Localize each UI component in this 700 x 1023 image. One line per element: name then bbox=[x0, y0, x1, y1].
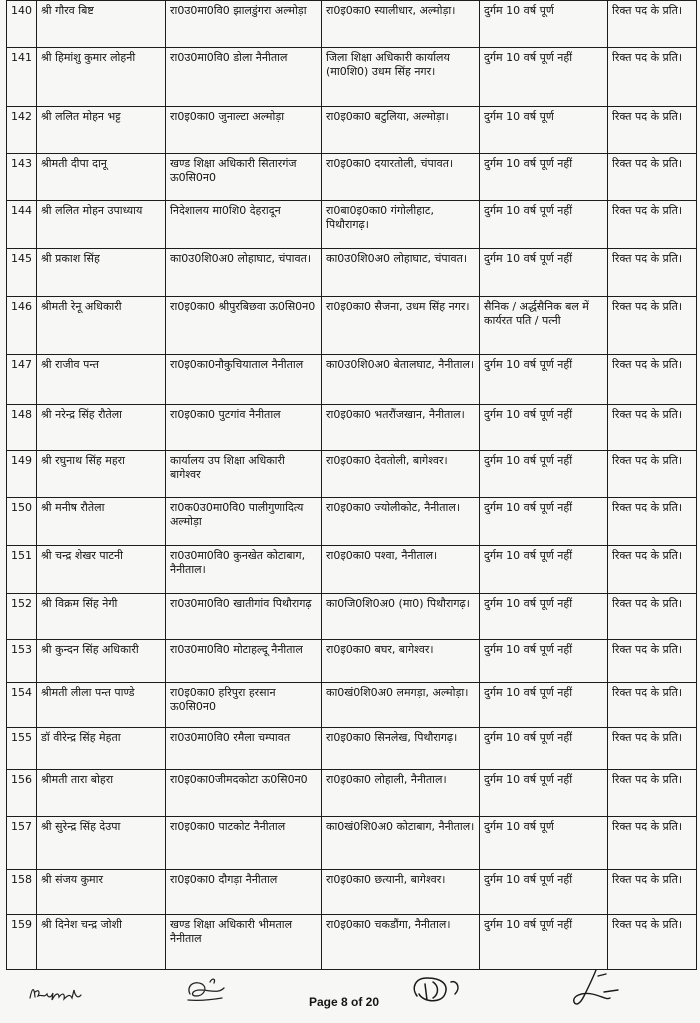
row-number-cell: 142 bbox=[7, 107, 37, 154]
current-posting-cell: रा0इ0का0जीमदकोटा ऊ0सि0न0 bbox=[166, 770, 322, 817]
transfer-basis-cell: दुर्गम 10 वर्ष पूर्ण नहीं bbox=[480, 683, 608, 728]
current-posting-cell: रा0उ0मा0वि0 झालडुंगरा अल्मोड़ा bbox=[166, 1, 322, 48]
transfer-basis-cell: दुर्गम 10 वर्ष पूर्ण नहीं bbox=[480, 355, 608, 405]
signature-right bbox=[558, 966, 630, 1014]
current-posting-cell: रा0इ0का0 दौगड़ा नैनीताल bbox=[166, 870, 322, 915]
employee-name-cell: श्री प्रकाश सिंह bbox=[37, 249, 166, 297]
employee-name-cell: श्रीमती दीपा दानू bbox=[37, 154, 166, 201]
remark-cell: रिक्त पद के प्रति। bbox=[608, 48, 697, 107]
new-posting-cell: रा0इ0का0 सिनलेख, पिथौरागढ़। bbox=[322, 728, 480, 770]
table-row bbox=[7, 297, 697, 355]
transfer-basis-cell: दुर्गम 10 वर्ष पूर्ण नहीं bbox=[480, 640, 608, 683]
current-posting-cell: कार्यालय उप शिक्षा अधिकारी बागेश्वर bbox=[166, 451, 322, 498]
employee-name-cell: श्री संजय कुमार bbox=[37, 870, 166, 915]
new-posting-cell: रा0इ0का0 लोहाली, नैनीताल। bbox=[322, 770, 480, 817]
row-number-cell: 159 bbox=[7, 915, 37, 970]
row-number-cell: 140 bbox=[7, 1, 37, 48]
new-posting-cell: रा0इ0का0 भतरौंजखान, नैनीताल। bbox=[322, 405, 480, 451]
employee-name-cell: श्री दिनेश चन्द्र जोशी bbox=[37, 915, 166, 970]
remark-cell: रिक्त पद के प्रति। bbox=[608, 498, 697, 546]
remark-cell: रिक्त पद के प्रति। bbox=[608, 546, 697, 594]
employee-name-cell: श्री ललित मोहन भट्ट bbox=[37, 107, 166, 154]
employee-name-cell: श्री राजीव पन्त bbox=[37, 355, 166, 405]
transfer-basis-cell: दुर्गम 10 वर्ष पूर्ण नहीं bbox=[480, 546, 608, 594]
transfer-basis-cell: दुर्गम 10 वर्ष पूर्ण bbox=[480, 1, 608, 48]
row-number-cell: 155 bbox=[7, 728, 37, 770]
employee-name-cell: श्री ललित मोहन उपाध्याय bbox=[37, 201, 166, 249]
transfer-basis-cell: दुर्गम 10 वर्ष पूर्ण bbox=[480, 107, 608, 154]
employee-name-cell: श्री सुरेन्द्र सिंह देउपा bbox=[37, 817, 166, 870]
signature-center bbox=[405, 970, 467, 1010]
current-posting-cell: खण्ड शिक्षा अधिकारी सितारगंज ऊ0सि0न0 bbox=[166, 154, 322, 201]
current-posting-cell: रा0उ0मा0वि0 कुनखेत कोटाबाग, नैनीताल। bbox=[166, 546, 322, 594]
signature-initial bbox=[180, 974, 232, 1006]
remark-cell: रिक्त पद के प्रति। bbox=[608, 683, 697, 728]
new-posting-cell: रा0इ0का0 सैजना, उधम सिंह नगर। bbox=[322, 297, 480, 355]
table-row bbox=[7, 107, 697, 154]
table-row bbox=[7, 405, 697, 451]
remark-cell: रिक्त पद के प्रति। bbox=[608, 451, 697, 498]
transfer-basis-cell: दुर्गम 10 वर्ष पूर्ण नहीं bbox=[480, 405, 608, 451]
remark-cell: रिक्त पद के प्रति। bbox=[608, 154, 697, 201]
employee-name-cell: श्री हिमांशु कुमार लोहनी bbox=[37, 48, 166, 107]
current-posting-cell: रा0इ0का0 हरिपुरा हरसान ऊ0सि0न0 bbox=[166, 683, 322, 728]
remark-cell: रिक्त पद के प्रति। bbox=[608, 201, 697, 249]
employee-name-cell: श्री गौरव बिष्ट bbox=[37, 1, 166, 48]
remark-cell: रिक्त पद के प्रति। bbox=[608, 297, 697, 355]
transfer-basis-cell: दुर्गम 10 वर्ष पूर्ण नहीं bbox=[480, 249, 608, 297]
new-posting-cell: का0उ0शि0अ0 लोहाघाट, चंपावत। bbox=[322, 249, 480, 297]
table-row bbox=[7, 870, 697, 915]
employee-name-cell: श्री कुन्दन सिंह अधिकारी bbox=[37, 640, 166, 683]
row-number-cell: 152 bbox=[7, 594, 37, 640]
employee-name-cell: श्री विक्रम सिंह नेगी bbox=[37, 594, 166, 640]
new-posting-cell: रा0इ0का0 स्यालीधार, अल्मोड़ा। bbox=[322, 1, 480, 48]
table-row bbox=[7, 451, 697, 498]
table-row bbox=[7, 1, 697, 48]
new-posting-cell: रा0इ0का0 बघर, बागेश्वर। bbox=[322, 640, 480, 683]
transfer-basis-cell: दुर्गम 10 वर्ष पूर्ण नहीं bbox=[480, 201, 608, 249]
table-row bbox=[7, 498, 697, 546]
new-posting-cell: रा0बा0इ0का0 गंगोलीहाट, पिथौरागढ़। bbox=[322, 201, 480, 249]
row-number-cell: 148 bbox=[7, 405, 37, 451]
current-posting-cell: रा0उ0मा0वि0 डोला नैनीताल bbox=[166, 48, 322, 107]
new-posting-cell: का0उ0शि0अ0 बेतालघाट, नैनीताल। bbox=[322, 355, 480, 405]
transfer-table bbox=[6, 0, 697, 970]
table-row bbox=[7, 249, 697, 297]
new-posting-cell: रा0इ0का0 बटुलिया, अल्मोड़ा। bbox=[322, 107, 480, 154]
table-row bbox=[7, 683, 697, 728]
table-row bbox=[7, 915, 697, 970]
transfer-basis-cell: दुर्गम 10 वर्ष पूर्ण नहीं bbox=[480, 728, 608, 770]
current-posting-cell: रा0उ0मा0वि0 मोटाहल्दू नैनीताल bbox=[166, 640, 322, 683]
current-posting-cell: रा0उ0मा0वि0 खातीगांव पिथौरागढ़ bbox=[166, 594, 322, 640]
employee-name-cell: श्री रघुनाथ सिंह महरा bbox=[37, 451, 166, 498]
table-row bbox=[7, 640, 697, 683]
current-posting-cell: रा0क0उ0मा0वि0 पालीगुणादित्य अल्मोड़ा bbox=[166, 498, 322, 546]
employee-name-cell: डॉ वीरेन्द्र सिंह मेहता bbox=[37, 728, 166, 770]
new-posting-cell: रा0इ0का0 दयारतोली, चंपावत। bbox=[322, 154, 480, 201]
table-row bbox=[7, 770, 697, 817]
current-posting-cell: खण्ड शिक्षा अधिकारी भीमताल नैनीताल bbox=[166, 915, 322, 970]
table-row bbox=[7, 201, 697, 249]
remark-cell: रिक्त पद के प्रति। bbox=[608, 870, 697, 915]
current-posting-cell: रा0इ0का0 श्रीपुरबिछवा ऊ0सि0न0 bbox=[166, 297, 322, 355]
transfer-basis-cell: दुर्गम 10 वर्ष पूर्ण bbox=[480, 817, 608, 870]
row-number-cell: 154 bbox=[7, 683, 37, 728]
remark-cell: रिक्त पद के प्रति। bbox=[608, 770, 697, 817]
table-row bbox=[7, 154, 697, 201]
row-number-cell: 144 bbox=[7, 201, 37, 249]
transfer-basis-cell: दुर्गम 10 वर्ष पूर्ण नहीं bbox=[480, 48, 608, 107]
table-row bbox=[7, 355, 697, 405]
current-posting-cell: रा0इ0का0 जुनाल्टा अल्मोड़ा bbox=[166, 107, 322, 154]
table-row bbox=[7, 594, 697, 640]
row-number-cell: 151 bbox=[7, 546, 37, 594]
remark-cell: रिक्त पद के प्रति। bbox=[608, 817, 697, 870]
new-posting-cell: रा0इ0का0 छत्यानी, बागेश्वर। bbox=[322, 870, 480, 915]
row-number-cell: 146 bbox=[7, 297, 37, 355]
remark-cell: रिक्त पद के प्रति। bbox=[608, 107, 697, 154]
table-row bbox=[7, 728, 697, 770]
current-posting-cell: रा0उ0मा0वि0 रमैला चम्पावत bbox=[166, 728, 322, 770]
remark-cell: रिक्त पद के प्रति। bbox=[608, 594, 697, 640]
page-footer bbox=[0, 966, 700, 1023]
row-number-cell: 157 bbox=[7, 817, 37, 870]
employee-name-cell: श्रीमती लीला पन्त पाण्डे bbox=[37, 683, 166, 728]
remark-cell: रिक्त पद के प्रति। bbox=[608, 915, 697, 970]
new-posting-cell: जिला शिक्षा अधिकारी कार्यालय (मा0शि0) उधम सिंह नगर। bbox=[322, 48, 480, 107]
employee-name-cell: श्रीमती तारा बोहरा bbox=[37, 770, 166, 817]
row-number-cell: 141 bbox=[7, 48, 37, 107]
current-posting-cell: रा0इ0का0नौकुचियाताल नैनीताल bbox=[166, 355, 322, 405]
row-number-cell: 156 bbox=[7, 770, 37, 817]
transfer-basis-cell: दुर्गम 10 वर्ष पूर्ण नहीं bbox=[480, 770, 608, 817]
remark-cell: रिक्त पद के प्रति। bbox=[608, 405, 697, 451]
row-number-cell: 147 bbox=[7, 355, 37, 405]
employee-name-cell: श्री नरेन्द्र सिंह रौतेला bbox=[37, 405, 166, 451]
table-row bbox=[7, 48, 697, 107]
employee-name-cell: श्रीमती रेनू अधिकारी bbox=[37, 297, 166, 355]
page-number: Page 8 of 20 bbox=[309, 995, 380, 1009]
row-number-cell: 158 bbox=[7, 870, 37, 915]
new-posting-cell: रा0इ0का0 ज्योलीकोट, नैनीताल। bbox=[322, 498, 480, 546]
new-posting-cell: रा0इ0का0 चकडौंगा, नैनीताल। bbox=[322, 915, 480, 970]
row-number-cell: 153 bbox=[7, 640, 37, 683]
transfer-basis-cell: दुर्गम 10 वर्ष पूर्ण नहीं bbox=[480, 451, 608, 498]
remark-cell: रिक्त पद के प्रति। bbox=[608, 640, 697, 683]
current-posting-cell: निदेशालय मा0शि0 देहरादून bbox=[166, 201, 322, 249]
remark-cell: रिक्त पद के प्रति। bbox=[608, 249, 697, 297]
remark-cell: रिक्त पद के प्रति। bbox=[608, 355, 697, 405]
transfer-basis-cell: दुर्गम 10 वर्ष पूर्ण नहीं bbox=[480, 870, 608, 915]
row-number-cell: 145 bbox=[7, 249, 37, 297]
new-posting-cell: का0खं0शि0अ0 कोटाबाग, नैनीताल। bbox=[322, 817, 480, 870]
signature-left bbox=[26, 980, 96, 1006]
table-row bbox=[7, 546, 697, 594]
employee-name-cell: श्री चन्द्र शेखर पाटनी bbox=[37, 546, 166, 594]
remark-cell: रिक्त पद के प्रति। bbox=[608, 1, 697, 48]
table-row bbox=[7, 817, 697, 870]
remark-cell: रिक्त पद के प्रति। bbox=[608, 728, 697, 770]
table-body bbox=[7, 1, 697, 970]
new-posting-cell: का0खं0शि0अ0 लमगड़ा, अल्मोड़ा। bbox=[322, 683, 480, 728]
new-posting-cell: रा0इ0का0 पश्वा, नैनीताल। bbox=[322, 546, 480, 594]
transfer-basis-cell: दुर्गम 10 वर्ष पूर्ण नहीं bbox=[480, 498, 608, 546]
row-number-cell: 143 bbox=[7, 154, 37, 201]
new-posting-cell: रा0इ0का0 देवतोली, बागेश्वर। bbox=[322, 451, 480, 498]
new-posting-cell: का0जि0शि0अ0 (मा0) पिथौरागढ़। bbox=[322, 594, 480, 640]
current-posting-cell: का0उ0शि0अ0 लोहाघाट, चंपावत। bbox=[166, 249, 322, 297]
transfer-basis-cell: दुर्गम 10 वर्ष पूर्ण नहीं bbox=[480, 915, 608, 970]
current-posting-cell: रा0इ0का0 पाटकोट नैनीताल bbox=[166, 817, 322, 870]
current-posting-cell: रा0इ0का0 पुटगांव नैनीताल bbox=[166, 405, 322, 451]
employee-name-cell: श्री मनीष रौतेला bbox=[37, 498, 166, 546]
transfer-basis-cell: दुर्गम 10 वर्ष पूर्ण नहीं bbox=[480, 154, 608, 201]
transfer-basis-cell: दुर्गम 10 वर्ष पूर्ण नहीं bbox=[480, 594, 608, 640]
row-number-cell: 150 bbox=[7, 498, 37, 546]
transfer-basis-cell: सैनिक / अर्द्धसैनिक बल में कार्यरत पति / पत्नी bbox=[480, 297, 608, 355]
row-number-cell: 149 bbox=[7, 451, 37, 498]
